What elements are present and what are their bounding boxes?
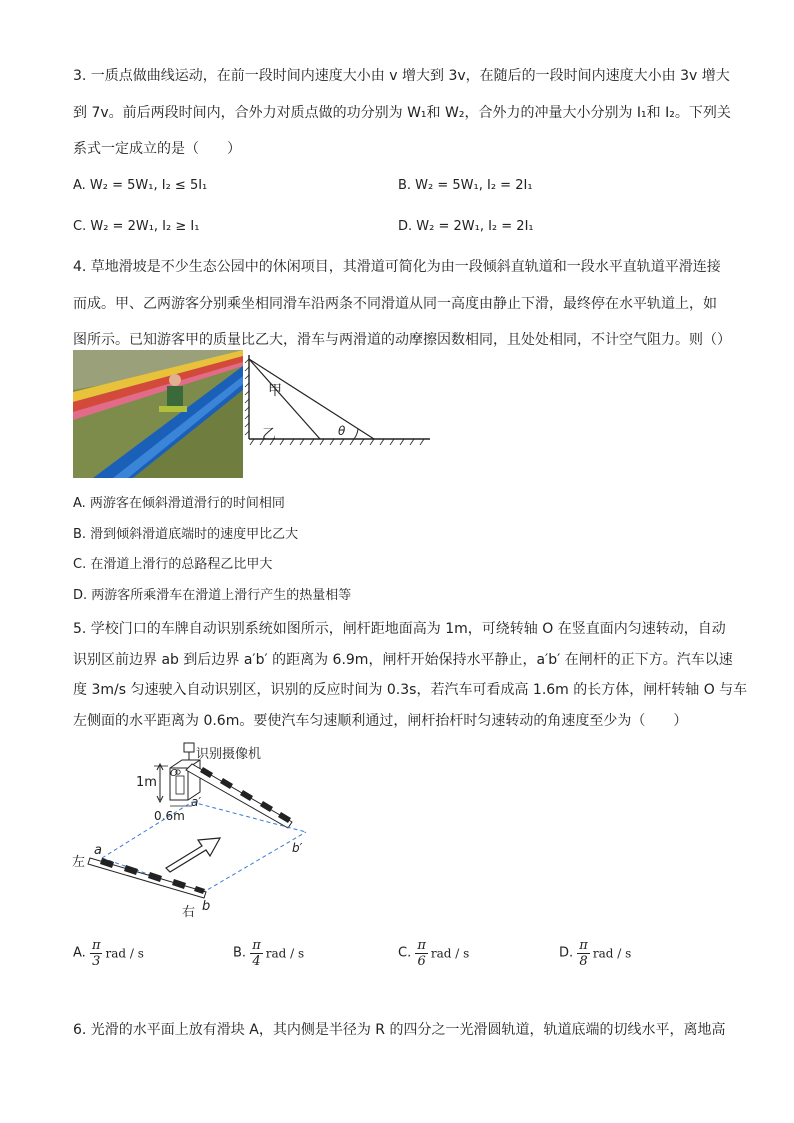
q5-line-4: 左侧面的水平距离为 0.6m。要使汽车匀速顺利通过，闸杆抬杆时匀速转动的角速度至少为（ ） [73,713,688,729]
q5-option-d[interactable] [559,938,631,969]
label-a: a [94,843,102,858]
label-camera: 识别摄像机 [196,747,262,762]
q5-option-c[interactable] [398,938,469,969]
label-theta: θ [338,424,346,438]
option-unit: rad / s [430,946,470,961]
option-letter: B. [233,945,251,961]
fraction-denominator: 3 [92,954,101,969]
label-right: 右 [182,905,196,920]
q3-line-3: 系式一定成立的是（ ） [73,141,241,157]
fraction-numerator: π [91,938,101,953]
q3-option-d[interactable]: D. W₂ = 2W₁, I₂ = 2I₁ [398,219,534,234]
option-letter: D. [559,945,578,961]
fraction-numerator: π [417,938,426,953]
option-fraction [90,938,103,969]
q5-line-1: 5. 学校门口的车牌自动识别系统如图所示，闸杆距地面高为 1m，可绕转轴 O 在竖直面内匀速转动，自动 [73,621,726,637]
fraction-denominator: 4 [252,954,261,969]
label-1m: 1m [136,775,157,790]
q3-option-a[interactable]: A. W₂ = 5W₁, I₂ ≤ 5I₁ [73,178,208,193]
option-letter: C. [398,945,416,961]
q4-option-d[interactable]: D. 两游客所乘滑车在滑道上滑行产生的热量相等 [73,588,352,603]
fraction-numerator: π [252,938,261,953]
direction-arrow-icon [166,838,220,872]
q4-option-a[interactable]: A. 两游客在倾斜滑道滑行的时间相同 [73,496,285,511]
q3-line-1: 3. 一质点做曲线运动，在前一段时间内速度大小由 v 增大到 3v，在随后的一段时间内速度大小由 3v 增大 [73,68,730,84]
gate-diagram [70,740,320,920]
gate-arm-back [186,764,292,828]
fraction-numerator: π [579,938,588,953]
label-b-prime: b′ [292,841,303,855]
q5-line-3: 度 3m/s 匀速驶入自动识别区，识别的反应时间为 0.3s，若汽车可看成高 1.6m 的长方体，闸杆转轴 O 与车 [73,682,748,698]
label-0-6m: 0.6m [154,809,185,823]
option-fraction [250,938,263,969]
q4-line-2: 而成。甲、乙两游客分别乘坐相同滑车沿两条不同滑道从同一高度由静止下滑，最终停在水平轨道上，如 [73,296,717,312]
grass-slide-photo [73,350,243,478]
q5-line-2: 识别区前边界 ab 到后边界 a′b′ 的距离为 6.9m，闸杆开始保持水平静止，a′b′ 在闸杆的正下方。汽车以速 [73,652,733,668]
fraction-denominator: 8 [579,954,588,969]
option-letter: A. [73,945,90,961]
label-b: b [202,899,211,914]
q3-option-b[interactable]: B. W₂ = 5W₁, I₂ = 2I₁ [398,178,533,193]
q4-line-1: 4. 草地滑坡是不少生态公园中的休闲项目，其滑道可简化为由一段倾斜直轨道和一段水平直轨道平滑连接 [73,259,721,275]
label-jia: 甲 [268,383,282,399]
option-unit: rad / s [592,946,632,961]
q3-option-c[interactable]: C. W₂ = 2W₁, I₂ ≥ I₁ [73,219,200,234]
option-unit: rad / s [265,946,305,961]
incline-diagram [244,353,432,447]
gate-arm-front [88,858,206,898]
label-left: 左 [72,855,86,870]
q6-line-1: 6. 光滑的水平面上放有滑块 A，其内侧是半径为 R 的四分之一光滑圆轨道，轨道底端的切线水平，离地高 [73,1022,726,1038]
label-o: O [170,768,178,779]
q3-line-2: 到 7v。前后两段时间内，合外力对质点做的功分别为 W₁和 W₂，合外力的冲量大小分别为 I₁和 I₂。下列关 [73,105,731,121]
option-fraction [415,938,428,969]
option-fraction [577,938,590,969]
option-unit: rad / s [105,946,144,961]
label-yi: 乙 [262,427,276,443]
q4-line-3: 图所示。已知游客甲的质量比乙大，滑车与两滑道的动摩擦因数相同，且处处相同，不计空气阻力。则（） [73,332,731,348]
label-a-prime: a′ [191,795,202,809]
q5-option-a[interactable] [73,938,144,969]
q5-option-b[interactable] [233,938,304,969]
fraction-denominator: 6 [417,954,426,969]
q4-option-c[interactable]: C. 在滑道上滑行的总路程乙比甲大 [73,557,273,572]
q4-option-b[interactable]: B. 滑到倾斜滑道底端时的速度甲比乙大 [73,527,299,542]
